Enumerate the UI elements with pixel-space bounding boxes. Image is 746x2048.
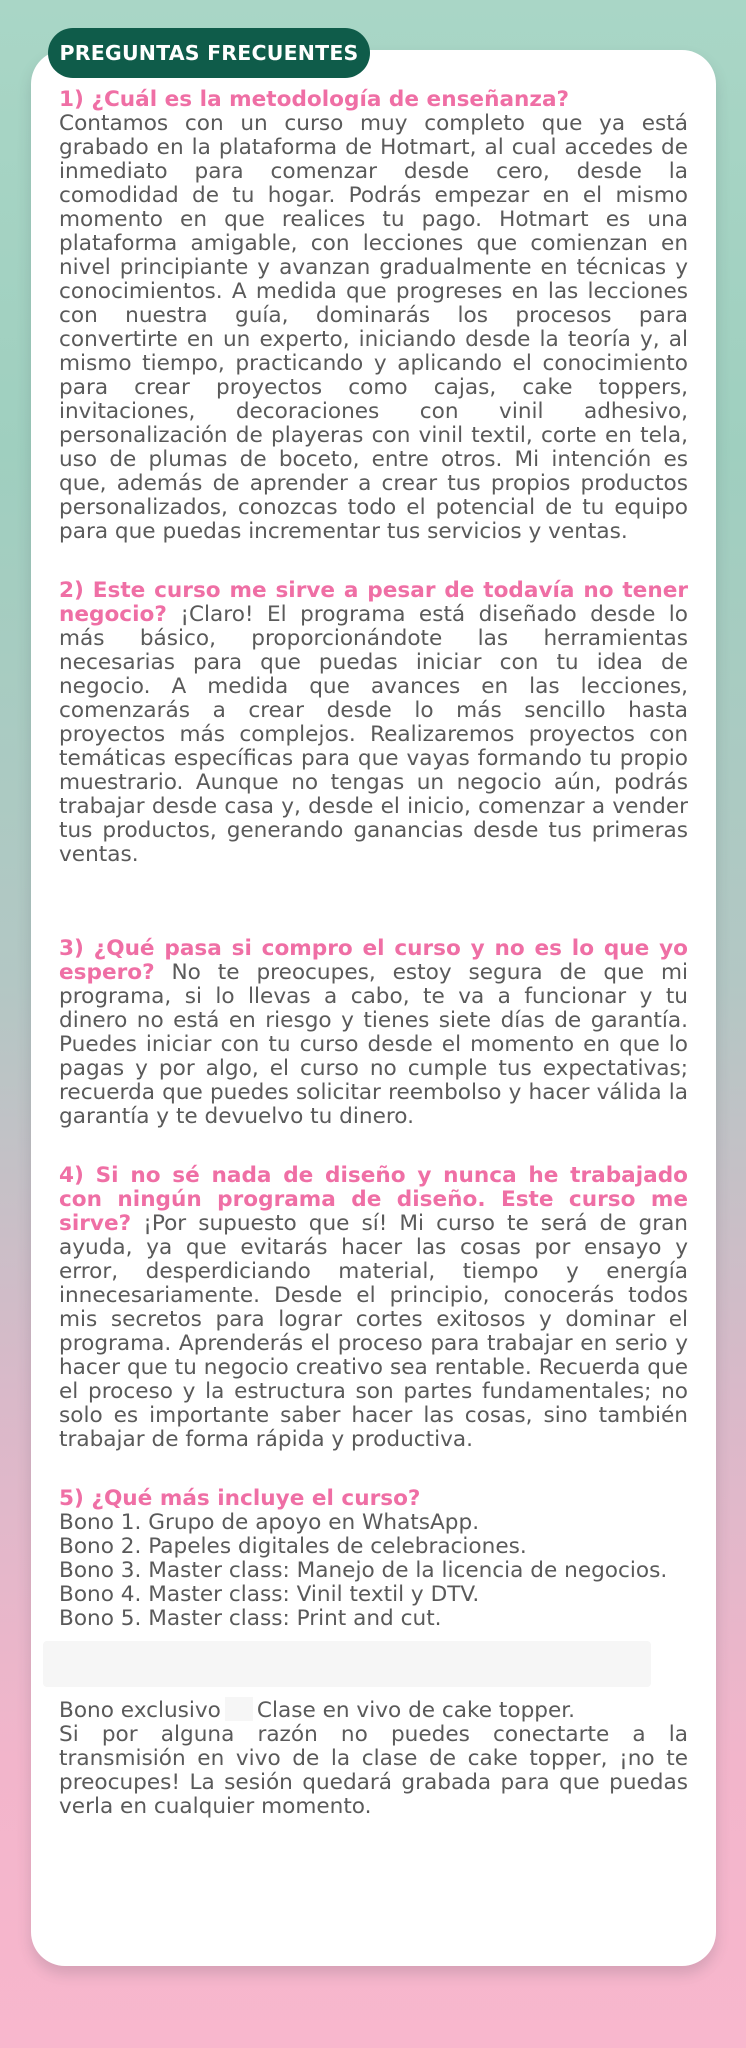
blank-strip [43, 1641, 651, 1687]
bonus-item: Bono 3. Master class: Manejo de la licencia de negocios. [59, 1558, 668, 1583]
faq-answer-1: Contamos con un curso muy completo que ya está grabado en la plataforma de Hotmart, al cual accedes de inmediato para comenzar desde cero, desde la comodidad de tu hogar. Podrás empezar en el mismo momento en que realices tu pago. Hotmart es una plataforma amigable, con lecciones que comienzan en nivel principiante y avanzan gradualmente en técnicas y conocimientos. A medida que progreses en las lecciones con nuestra guía, dominarás los procesos para convertirte en un experto, iniciando desde la teoría y, al mismo tiempo, practicando y aplicando el conocimiento para crear proyectos como cajas, cake toppers, invitaciones, decoraciones con vinil adhesivo, personalización de playeras con vinil textil, corte en tela, uso de plumas de boceto, entre otros. Mi intención es que, además de aprender a crear tus propios productos personalizados, conozcas todo el potencial de tu equipo para que puedas incrementar tus servicios y ventas. [59, 111, 688, 544]
faq-question-4: 4) Si no sé nada de diseño y nunca he trabajado con ningún programa de diseño. Este curso me sirve? [59, 1163, 688, 1236]
faq-item-3 [59, 937, 688, 1129]
bonus-item: Bono 1. Grupo de apoyo en WhatsApp. [59, 1510, 480, 1535]
faq-question-5: 5) ¿Qué más incluye el curso? [59, 1486, 421, 1511]
faq-item-1 [59, 88, 688, 544]
bonus-item: Bono 4. Master class: Vinil textil y DTV. [59, 1582, 480, 1607]
exclusive-bonus-label: Bono exclusivo [59, 1698, 221, 1723]
bonus-item: Bono 5. Master class: Print and cut. [59, 1606, 442, 1631]
faq-paragraph-3 [59, 937, 688, 1129]
faq-answer-2: ¡Claro! El programa está diseñado desde lo más básico, proporcionándote las herramientas necesarias para que puedas iniciar con tu idea de negocio. A medida que avances en las lecciones, comenzarás a crear desde lo más sencillo hasta proyectos más complejos. Realizaremos proyectos con temáticas específicas para que vayas formando tu propio muestrario. Aunque no tengas un negocio aún, podrás trabajar desde casa y, desde el inicio, comenzar a vender tus productos, generando ganancias desde tus primeras ventas. [59, 602, 688, 867]
faq-question-2: 2) Este curso me sirve a pesar de todavía no tener negocio? [59, 578, 688, 627]
exclusive-bonus-text: Clase en vivo de cake topper. [256, 1698, 576, 1723]
bonus-list [59, 1511, 688, 1631]
faq-question-3: 3) ¿Qué pasa si compro el curso y no es lo que yo espero? [59, 936, 688, 985]
bonus-item: Bono 2. Papeles digitales de celebraciones. [59, 1534, 527, 1559]
faq-item-2 [59, 579, 688, 867]
faq-header-title: PREGUNTAS FRECUENTES [59, 41, 359, 65]
faq-question-1: 1) ¿Cuál es la metodología de enseñanza? [59, 87, 570, 112]
blank-gap [225, 1697, 253, 1721]
faq-answer-3: No te preocupes, estoy segura de que mi programa, si lo llevas a cabo, te va a funcionar y tu dinero no está en riesgo y tienes siete días de garantía. Puedes iniciar con tu curso desde el momento en que lo pagas y por algo, el curso no cumple tus expectativas; recuerda que puedes solicitar reembolso y hacer válida la garantía y te devuelvo tu dinero. [59, 960, 688, 1129]
faq-item-5 [59, 1487, 688, 1819]
faq-header-tab [48, 28, 370, 78]
exclusive-bonus [59, 1697, 688, 1723]
live-class-note: Si por alguna razón no puedes conectarte a la transmisión en vivo de la clase de cake topper, ¡no te preocupes! La sesión quedará grabada para que puedas verla en cualquier momento. [59, 1722, 688, 1819]
faq-paragraph-2 [59, 579, 688, 867]
faq-item-4 [59, 1164, 688, 1452]
faq-paragraph-4 [59, 1164, 688, 1452]
faq-answer-4: ¡Por supuesto que sí! Mi curso te será de gran ayuda, ya que evitarás hacer las cosas por ensayo y error, desperdiciando material, tiempo y energía innecesariamente. Desde el principio, conocerás todos mis secretos para lograr cortes exitosos y dominar el programa. Aprenderás el proceso para trabajar en serio y hacer que tu negocio creativo sea rentable. Recuerda que el proceso y la estructura son partes fundamentales; no solo es importante saber hacer las cosas, sino también trabajar de forma rápida y productiva. [59, 1211, 688, 1452]
faq-content [59, 88, 688, 1819]
